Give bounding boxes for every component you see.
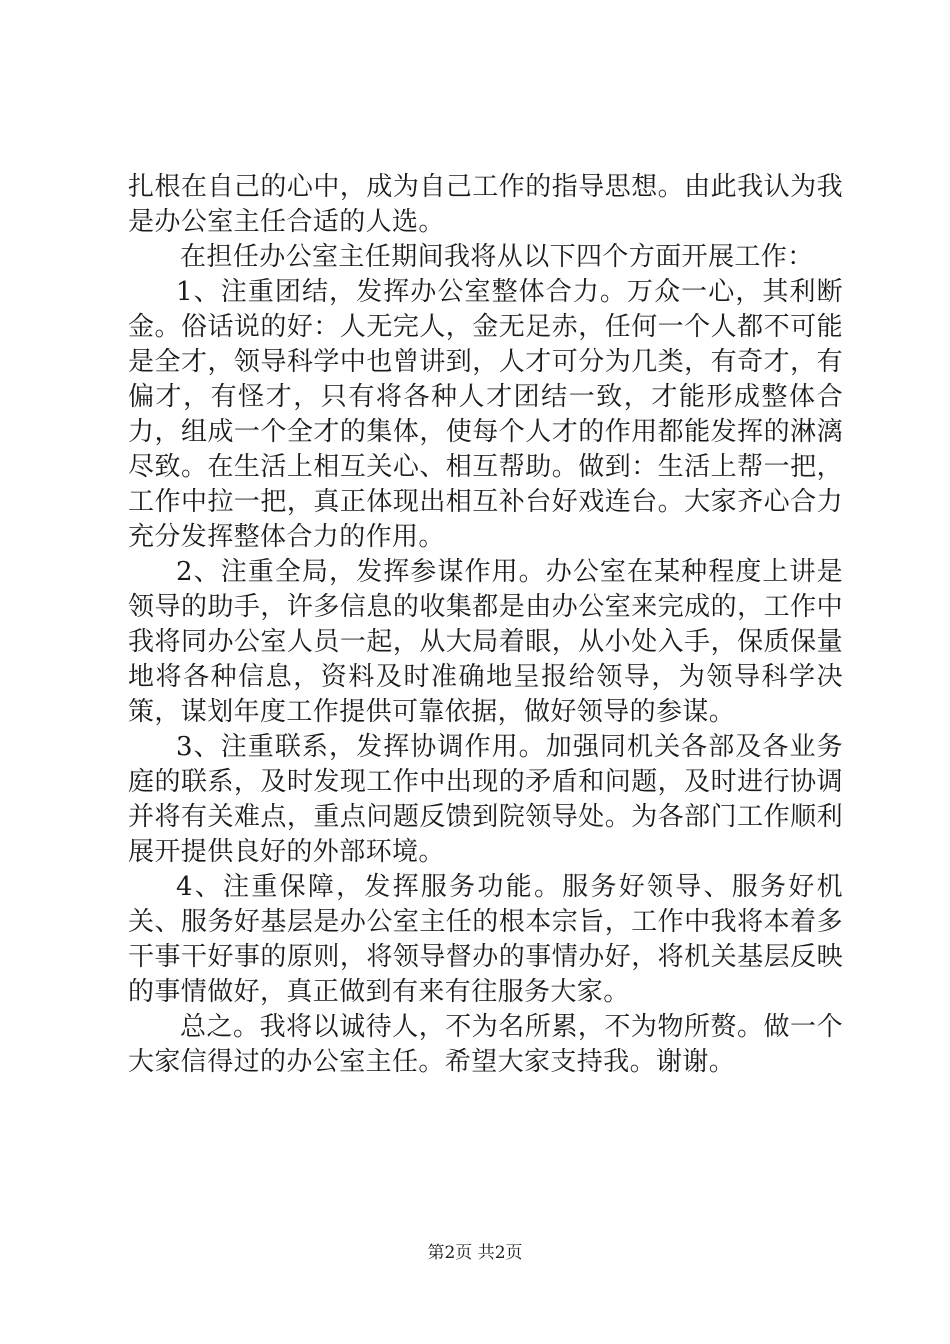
paragraph-point-1: 1、注重团结，发挥办公室整体合力。万众一心，其利断金。俗话说的好：人无完人，金无足赤，任何一个人都不可能是全才，领导科学中也曾讲到，人才可分为几类，有奇才，有偏才，有怪才，只有将各种人才团结一致，才能形成整体合力，组成一个全才的集体，使每个人才的作用都能发挥的淋漓尽致。在生活上相互关心、相互帮助。做到：生活上帮一把，工作中拉一把，真正体现出相互补台好戏连台。大家齐心合力充分发挥整体合力的作用。 — [128, 277, 843, 552]
paragraph-continuation: 扎根在自己的心中，成为自己工作的指导思想。由此我认为我是办公室主任合适的人选。 — [128, 172, 843, 237]
page-number-footer: 第2页 共2页 — [427, 1243, 523, 1263]
paragraph-point-2: 2、注重全局，发挥参谋作用。办公室在某种程度上讲是领导的助手，许多信息的收集都是由办公室来完成的，工作中我将同办公室人员一起，从大局着眼，从小处入手，保质保量地将各种信息，资料及时准确地呈报给领导，为领导科学决策，谋划年度工作提供可靠依据，做好领导的参谋。 — [128, 557, 843, 727]
paragraph-point-3: 3、注重联系，发挥协调作用。加强同机关各部及各业务庭的联系，及时发现工作中出现的矛盾和问题，及时进行协调并将有关难点，重点问题反馈到院领导处。为各部门工作顺利展开提供良好的外部环境。 — [128, 732, 843, 867]
paragraph-conclusion: 总之。我将以诚待人，不为名所累，不为物所赘。做一个大家信得过的办公室主任。希望大家支持我。谢谢。 — [128, 1012, 843, 1077]
document-body — [128, 170, 843, 1080]
paragraph-intro: 在担任办公室主任期间我将从以下四个方面开展工作： — [180, 242, 814, 272]
paragraph-point-4: 4、注重保障，发挥服务功能。服务好领导、服务好机关、服务好基层是办公室主任的根本宗旨，工作中我将本着多干事干好事的原则，将领导督办的事情办好，将机关基层反映的事情做好，真正做到有来有往服务大家。 — [128, 872, 843, 1007]
